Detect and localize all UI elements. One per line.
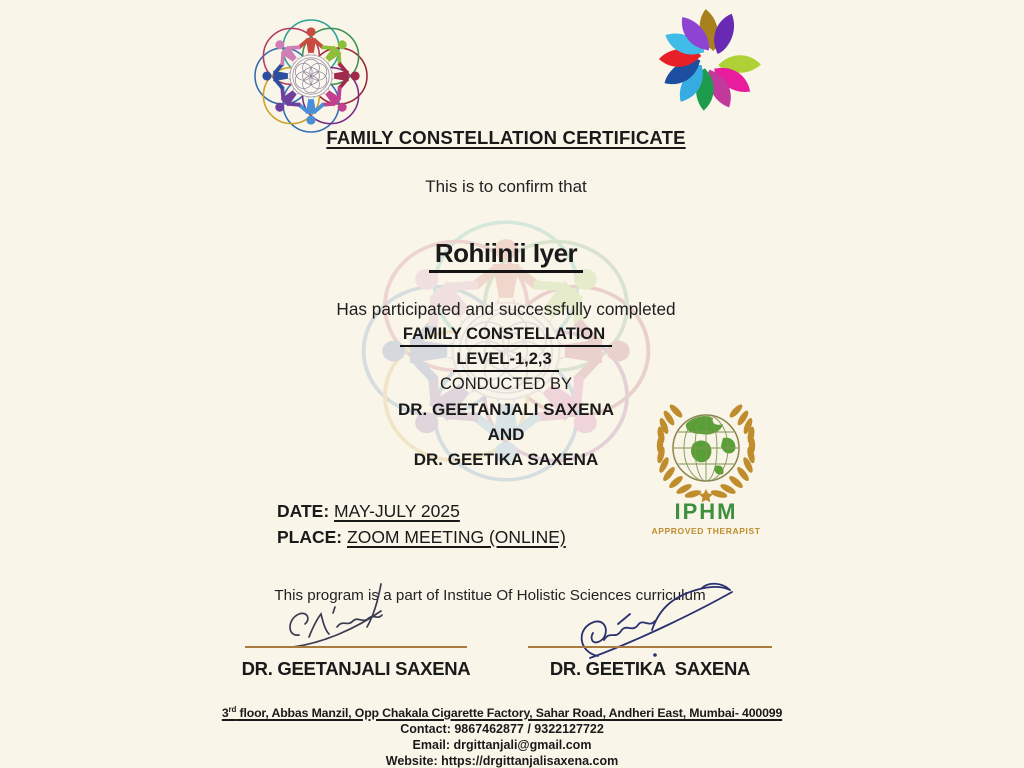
date-row (277, 501, 460, 522)
geetika-signature-icon (560, 578, 740, 663)
certificate-title: FAMILY CONSTELLATION CERTIFICATE (326, 127, 686, 148)
iphm-badge (640, 404, 772, 536)
date-value: MAY-JULY 2025 (334, 501, 460, 521)
signature-line-left (245, 646, 467, 648)
and-label: AND (487, 425, 525, 444)
address-number: 3 (221, 706, 229, 721)
footer-address (0, 705, 1004, 720)
conductor-secondary: DR. GEETIKA SAXENA (413, 450, 599, 469)
course-title-row (0, 325, 1012, 347)
course-title: FAMILY CONSTELLATION (400, 325, 612, 347)
holistic-swirl-logo (648, 3, 772, 117)
recipient-name: Rohiinii Iyer (429, 238, 583, 273)
signature-line-right (528, 646, 772, 648)
completion-text: Has participated and successfully completed (336, 299, 676, 319)
address-rest: floor, Abbas Manzil, Opp Chakala Cigarette Factory, Sahar Road, Andheri East, Mumbai- 400099 (236, 706, 783, 721)
geetanjali-signature-icon (283, 583, 393, 649)
signatory-name-left: DR. GEETANJALI SAXENA (241, 658, 471, 679)
course-level: LEVEL-1,2,3 (453, 350, 558, 372)
date-label: DATE: (277, 501, 330, 521)
confirm-text: This is to confirm that (425, 177, 587, 196)
place-label: PLACE: (277, 527, 343, 547)
footer-contact: Contact: 9867462877 / 9322127722 (400, 722, 604, 736)
footer-email: Email: drgittanjali@gmail.com (412, 738, 592, 752)
address-ordinal: rd (228, 705, 237, 714)
program-note: This program is a part of Institue Of Holistic Sciences curriculum (274, 587, 706, 604)
iphm-globe-laurel-icon (640, 404, 772, 502)
place-value: ZOOM MEETING (ONLINE) (347, 527, 566, 547)
place-row (277, 527, 566, 548)
iphm-tagline: APPROVED THERAPIST (651, 526, 761, 537)
conducted-by-label: CONDUCTED BY (439, 375, 572, 393)
family-constellation-logo (235, 6, 387, 146)
conductor-primary: DR. GEETANJALI SAXENA (398, 400, 614, 419)
signatory-name-right: DR. GEETIKA SAXENA (549, 658, 751, 679)
recipient-name-row (0, 238, 1012, 273)
iphm-acronym: IPHM (674, 499, 738, 524)
footer-website: Website: https://drgittanjalisaxena.com (385, 754, 619, 768)
course-level-row (0, 350, 1012, 372)
